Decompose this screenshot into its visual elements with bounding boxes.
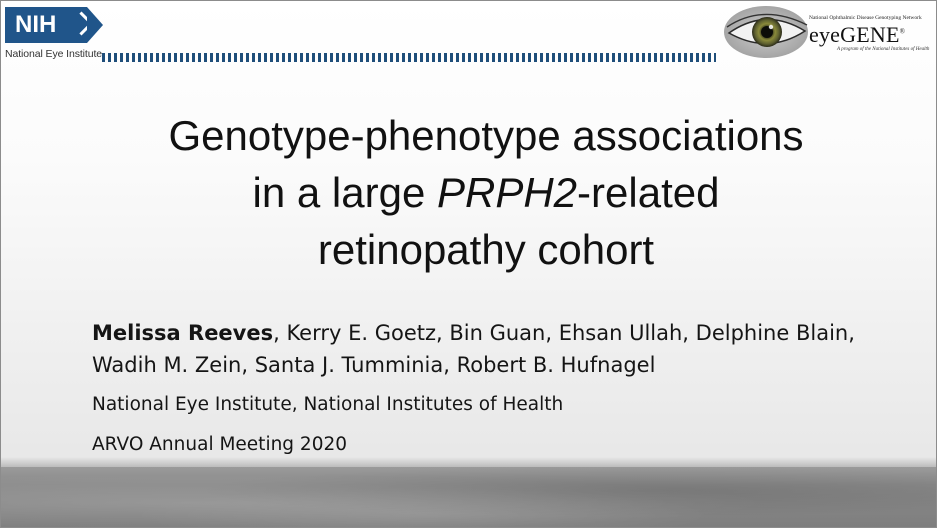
floor-shadow xyxy=(1,457,936,467)
nih-logo-text: NIH xyxy=(15,11,57,38)
slide-title xyxy=(41,107,931,278)
meeting-label: ARVO Annual Meeting 2020 xyxy=(92,434,348,455)
author-line-1 xyxy=(92,317,892,349)
gene-name: PRPH2 xyxy=(436,169,578,216)
concrete-floor xyxy=(1,467,936,527)
eyegene-name-text: eyeGENE xyxy=(809,22,900,47)
eyegene-logo xyxy=(723,5,930,59)
title-line-3: retinopathy cohort xyxy=(317,226,655,273)
title-line-2-prefix: in a large xyxy=(252,169,437,216)
header-dashed-rule xyxy=(102,53,716,62)
nih-logo xyxy=(5,7,101,60)
title-line-2 xyxy=(41,164,931,221)
co-authors-2: Wadih M. Zein, Santa J. Tumminia, Robert B. Hufnagel xyxy=(92,353,656,377)
chevron-right-icon xyxy=(69,11,93,35)
nih-institute-label: National Eye Institute xyxy=(5,48,103,60)
affiliation: National Eye Institute, National Institutes of Health xyxy=(92,394,564,415)
co-authors-1: , Kerry E. Goetz, Bin Guan, Ehsan Ullah, Delphine Blain, xyxy=(273,321,855,345)
title-line-1: Genotype-phenotype associations xyxy=(168,112,804,159)
eyegene-network-label: National Ophthalmic Disease Genotyping Network xyxy=(809,15,922,21)
eye-icon xyxy=(723,5,809,59)
nih-badge xyxy=(5,7,87,43)
title-line-2-suffix: -related xyxy=(577,169,720,216)
eyegene-name xyxy=(809,22,905,48)
registered-mark: ® xyxy=(899,27,906,36)
author-list xyxy=(92,317,892,381)
eyegene-tagline: A program of the National Institutes of Health xyxy=(837,47,930,52)
lead-author: Melissa Reeves xyxy=(92,321,274,345)
